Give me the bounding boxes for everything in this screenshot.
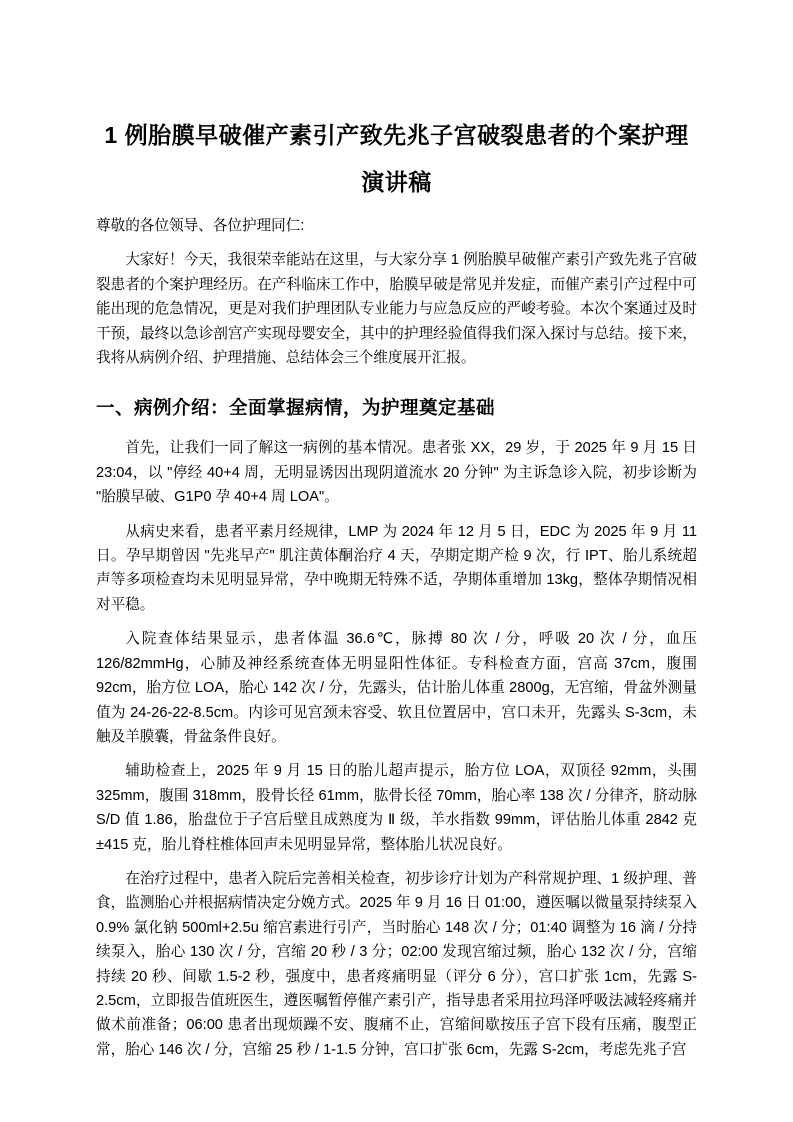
- salutation-line: 尊敬的各位领导、各位护理同仁:: [96, 218, 305, 234]
- paragraph-physical-exam: 入院查体结果显示，患者体温 36.6℃，脉搏 80 次 / 分，呼吸 20 次 / 分，血压 126/82mmHg，心肺及神经系统查体无明显阳性体征。专科检查方面，宫高 37cm，腹围 92cm，胎方位 LOA，胎心 142 次 / 分，先露头，估计胎儿体重 2800g，无宫缩，骨盆外测量值为 24-26-22-8.5cm。内诊可见宫颈未容受、软且位置居中，宫口未开，先露头 S-3cm，未触及羊膜囊，骨盆条件良好。: [96, 631, 697, 745]
- paragraph-medical-history: 从病史来看，患者平素月经规律，LMP 为 2024 年 12 月 5 日，EDC 为 2025 年 9 月 11 日。孕早期曾因 "先兆早产" 肌注黄体酮治疗 4 天，孕期定期产检 9 次，行 IPT、胎儿系统超声等多项检查均未见明显异常，孕中晚期无特殊不适，孕期体重增加 13kg，整体孕期情况相对平稳。: [96, 523, 697, 613]
- paragraph-patient-basic-info: 首先，让我们一同了解这一病例的基本情况。患者张 XX，29 岁，于 2025 年 9 月 15 日 23:04，以 "停经 40+4 周，无明显诱因出现阴道流水 20 分钟" 为主诉急诊入院，初步诊断为 "胎膜早破、G1P0 孕 40+4 周 LOA"。: [96, 440, 697, 506]
- section-1-heading: 一、病例介绍：全面掌握病情，为护理奠定基础: [96, 397, 496, 419]
- document-title-line-2: 演讲稿: [361, 169, 432, 195]
- document-title-line-1: 1 例胎膜早破催产素引产致先兆子宫破裂患者的个案护理: [104, 122, 689, 148]
- document-title: [96, 112, 697, 206]
- intro-paragraph: 大家好！今天，我很荣幸能站在这里，与大家分享 1 例胎膜早破催产素引产致先兆子宫破裂患者的个案护理经历。在产科临床工作中，胎膜早破是常见并发症，而催产素引产过程中可能出现的危急情况，更是对我们护理团队专业能力与应急反应的严峻考验。本次个案通过及时干预，最终以急诊剖宫产实现母婴安全，其中的护理经验值得我们深入探讨与总结。接下来，我将从病例介绍、护理措施、总结体会三个维度展开汇报。: [96, 252, 697, 367]
- paragraph-auxiliary-exam: 辅助检查上，2025 年 9 月 15 日的胎儿超声提示，胎方位 LOA，双顶径 92mm，头围 325mm，腹围 318mm，股骨长径 61mm，肱骨长径 70mm，胎心率 138 次 / 分律齐，脐动脉 S/D 值 1.86，胎盘位于子宫后壁且成熟度为 Ⅱ 级，羊水指数 99mm，评估胎儿体重 2842 克 ±415 克，胎儿脊柱椎体回声未见明显异常，整体胎儿状况良好。: [96, 763, 697, 853]
- paragraph-treatment-course: 在治疗过程中，患者入院后完善相关检查，初步诊疗计划为产科常规护理、1 级护理、普食，监测胎心并根据病情决定分娩方式。2025 年 9 月 16 日 01:00，遵医嘱以微量泵持续泵入 0.9% 氯化钠 500ml+2.5u 缩宫素进行引产，当时胎心 148 次 / 分；01:40 调整为 16 滴 / 分持续泵入，胎心 130 次 / 分，宫缩 20 秒 / 3 分；02:00 发现宫缩过频，胎心 132 次 / 分，宫缩持续 20 秒、间歇 1.5-2 秒，强度中，患者疼痛明显（评分 6 分），宫口扩张 1cm，先露 S-2.5cm，立即报告值班医生，遵医嘱暂停催产素引产，指导患者采用拉玛泽呼吸法减轻疼痛并做术前准备；06:00 患者出现烦躁不安、腹痛不止，宫缩间歇按压子宫下段有压痛，腹型正常，胎心 146 次 / 分，宫缩 25 秒 / 1-1.5 分钟，宫口扩张 6cm，先露 S-2cm，考虑先兆子宫: [96, 870, 697, 1058]
